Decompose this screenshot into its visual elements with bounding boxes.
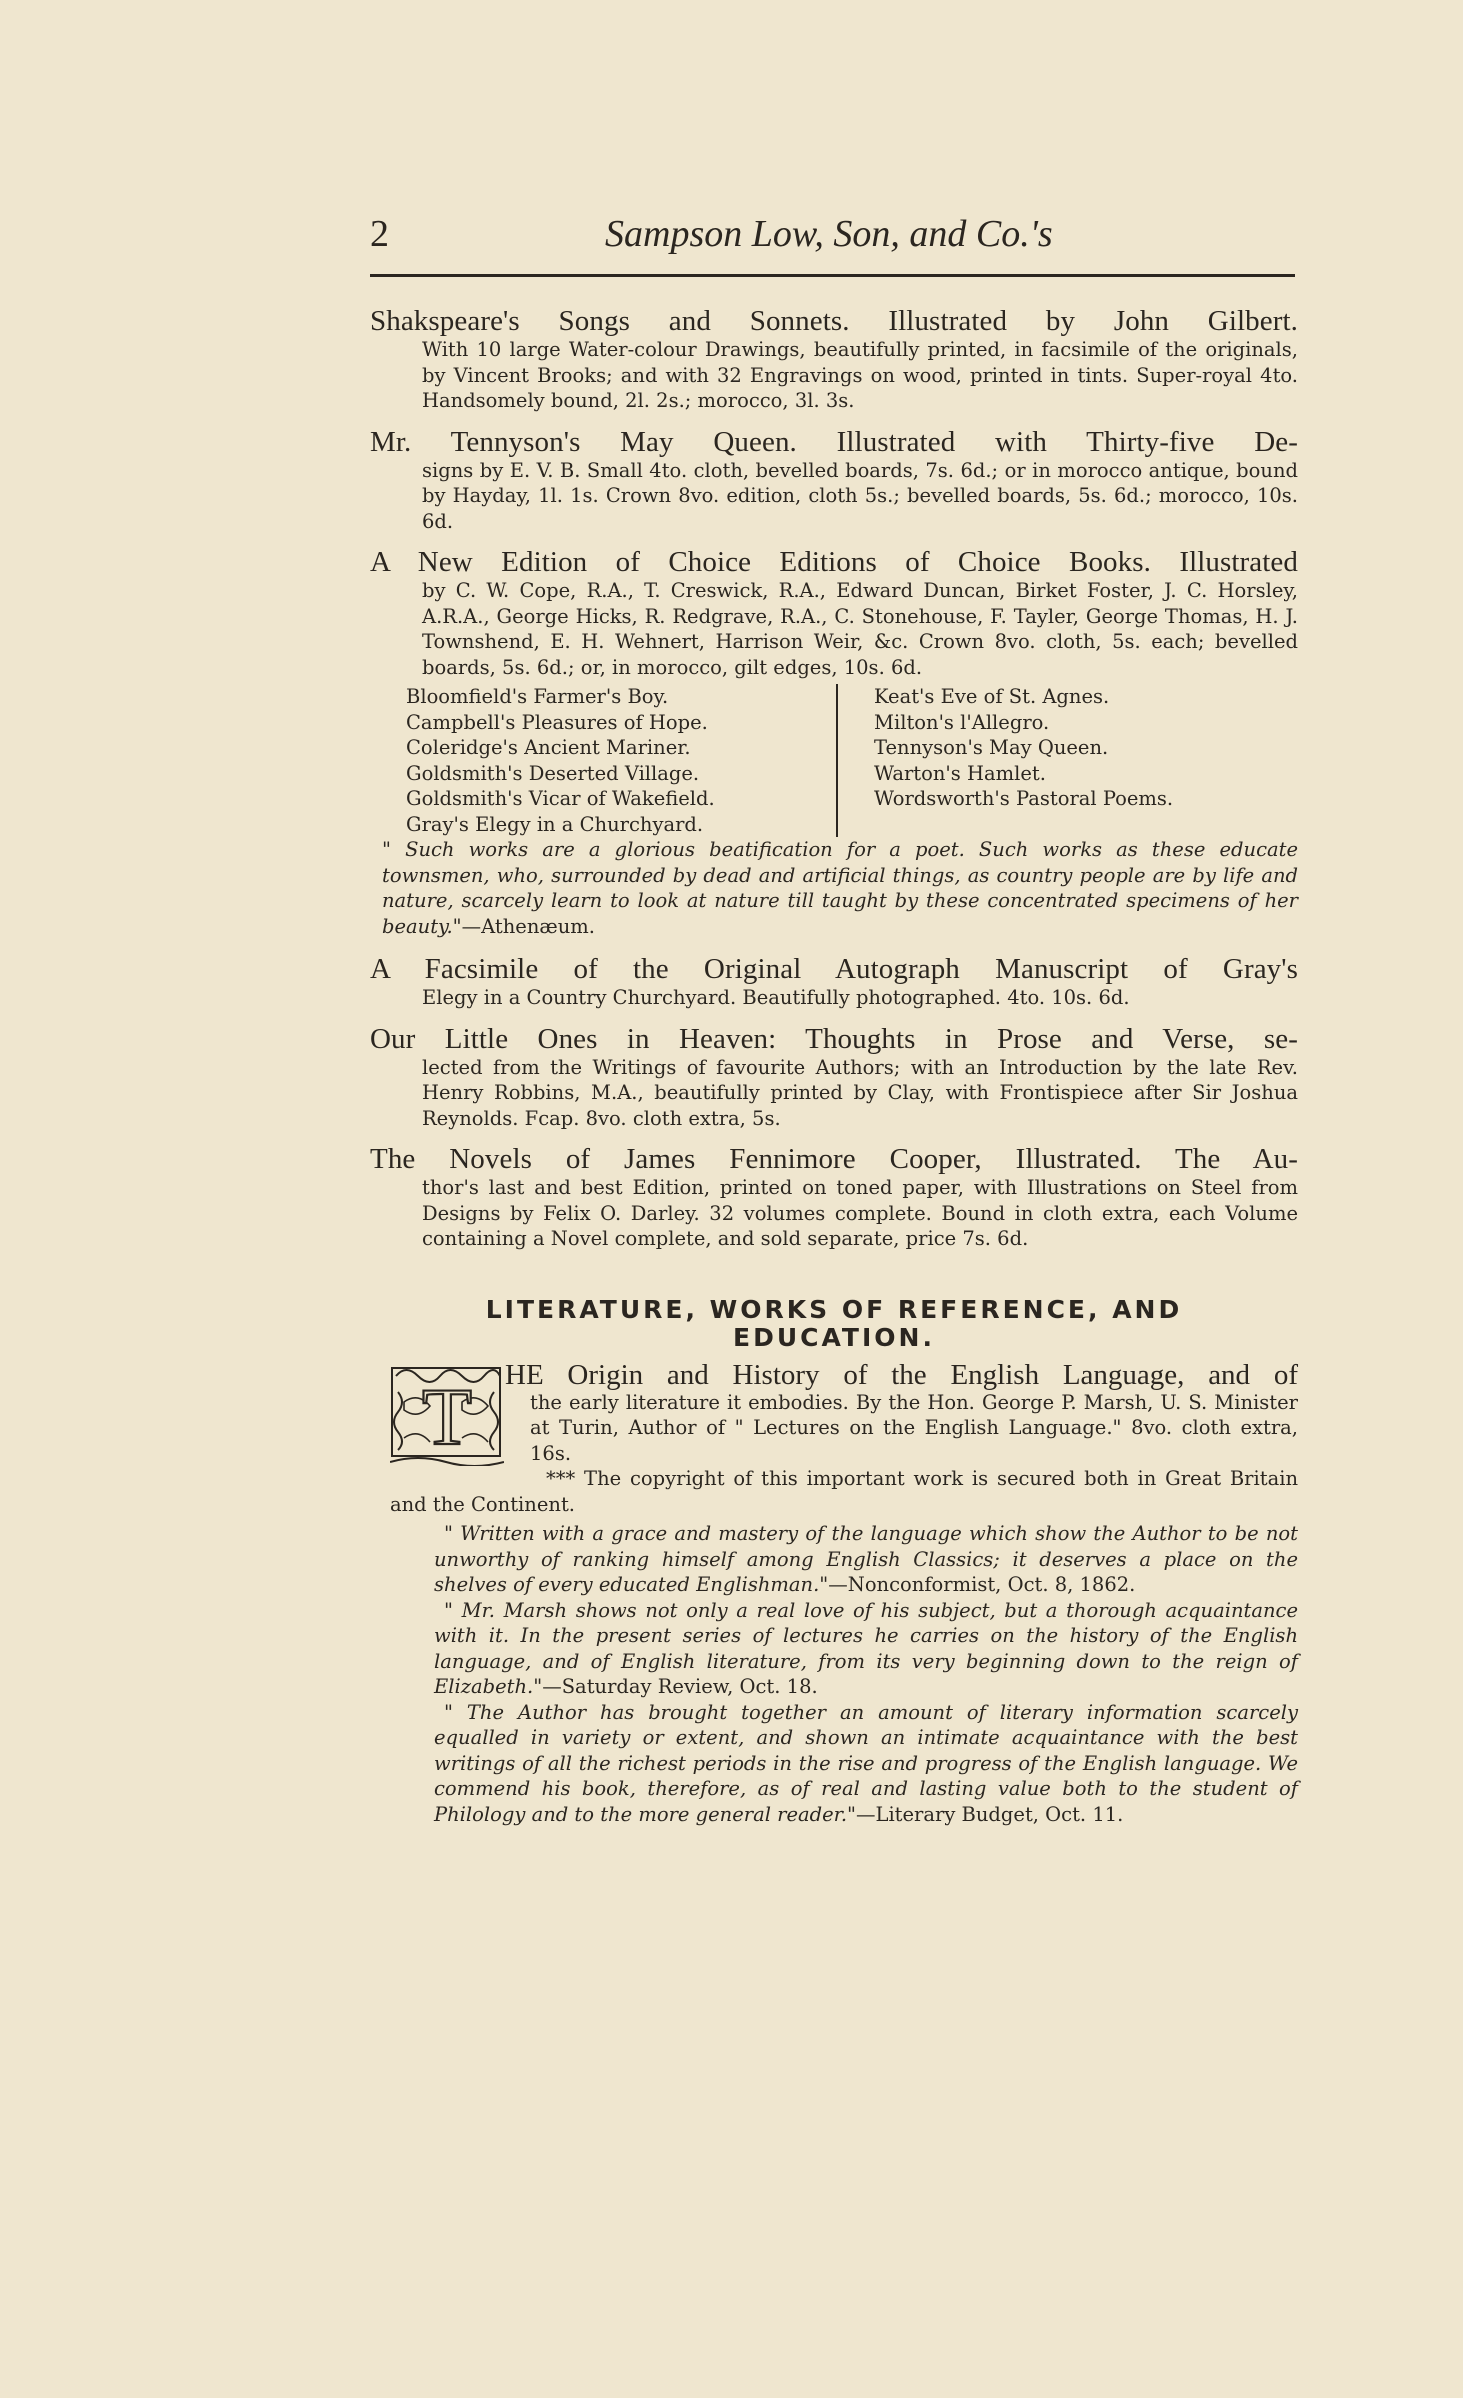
section-heading-line: LITERATURE, WORKS OF REFERENCE, AND bbox=[485, 1294, 1183, 1324]
quote-source: —Athenæum. bbox=[461, 914, 595, 938]
choice-books-list bbox=[406, 684, 1298, 837]
athenaeum-quote bbox=[382, 837, 1298, 939]
header-rule bbox=[370, 274, 1295, 277]
list-item: Gray's Elegy in a Churchyard. bbox=[406, 812, 704, 836]
section-heading bbox=[370, 1296, 1298, 1352]
running-head bbox=[370, 212, 1300, 268]
entry-body: lected from the Writings of favourite Authors; with an Introduction by the late Rev. Henry Robbins, M.A., beautifully printed by Clay, with Frontispiece after Sir Joshua Reynolds. Fcap. 8vo. cloth extra, 5s. bbox=[422, 1055, 1298, 1130]
entry-body: Elegy in a Country Churchyard. Beautifully photographed. 4to. 10s. 6d. bbox=[422, 986, 1130, 1009]
quote-text: " Such works are a glorious beatification for a poet. Such works as these educate townsmen, who, surrounded by dead and artificial things, as country people are by life and nature, scarcely learn to look at nature till taught by these concentrated specimens of her beauty." bbox=[382, 838, 1298, 938]
entry-title: Shakspeare's Songs and Sonnets. Illustrated by John Gilbert. bbox=[370, 305, 1298, 337]
review-quote bbox=[434, 1700, 1298, 1828]
entry-title: Mr. Tennyson's May Queen. Illustrated with Thirty-five De- bbox=[370, 425, 1298, 458]
dropcap-letter: T bbox=[421, 1370, 473, 1462]
list-item: Keat's Eve of St. Agnes. bbox=[874, 685, 1110, 708]
page-number: 2 bbox=[370, 213, 389, 255]
review-quotes bbox=[434, 1521, 1298, 1827]
running-title: Sampson Low, Son, and Co.'s bbox=[605, 213, 1053, 255]
review-source: —Literary Budget, Oct. 11. bbox=[856, 1802, 1124, 1826]
review-quote bbox=[434, 1598, 1298, 1700]
entry-title: HE Origin and History of the English Language, and of bbox=[505, 1358, 1298, 1391]
entry-body: thor's last and best Edition, printed on toned paper, with Illustrations on Steel from Designs by Felix O. Darley. 32 volumes complete. Bound in cloth extra, each Volume containing a Novel complete, and sold separate, price 7s. 6d. bbox=[422, 1176, 1298, 1250]
list-item: Warton's Hamlet. bbox=[874, 761, 1046, 785]
list-item: Wordsworth's Pastoral Poems. bbox=[874, 787, 1174, 810]
entry-title: A New Edition of Choice Editions of Choice Books. Illustrated bbox=[370, 546, 1298, 578]
entry-shakspeare-songs bbox=[370, 305, 1298, 414]
review-quote bbox=[434, 1521, 1298, 1598]
entry-gray-facsimile bbox=[370, 953, 1298, 1011]
entry-may-queen bbox=[370, 426, 1298, 535]
entry-choice-editions bbox=[370, 546, 1298, 680]
entry-body: the early literature it embodies. By the Hon. George P. Marsh, U. S. Minister at Turin, Author of " Lectures on the English Language." 8vo. cloth extra, 16s. bbox=[530, 1390, 1298, 1465]
page-content bbox=[370, 305, 1298, 1827]
review-source: —Saturday Review, Oct. 18. bbox=[542, 1675, 818, 1698]
entry-body: With 10 large Water-colour Drawings, beautifully printed, in facsimile of the originals, by Vincent Brooks; and with 32 Engravings on wood, printed in tints. Super-royal 4to. Handsomely bound, 2l. 2s.; morocco, 3l. 3s. bbox=[422, 338, 1298, 412]
section-heading-line: EDUCATION. bbox=[733, 1322, 935, 1352]
list-item: Coleridge's Ancient Mariner. bbox=[406, 736, 691, 759]
review-source: —Nonconformist, Oct. 8, 1862. bbox=[828, 1573, 1136, 1596]
choice-books-left-column bbox=[406, 684, 838, 837]
entry-body: by C. W. Cope, R.A., T. Creswick, R.A., Edward Duncan, Birket Foster, J. C. Horsley, A.R.A., George Hicks, R. Redgrave, R.A., C. Stonehouse, F. Tayler, George Thomas, H. J. Townshend, E. H. Wehnert, Harrison Weir, &c. Crown 8vo. cloth, 5s. each; bevelled boards, 5s. 6d.; or, in morocco, gilt edges, 10s. 6d. bbox=[422, 579, 1298, 679]
review-text: " Mr. Marsh shows not only a real love of his subject, but a thorough acquaintance with it. In the present series of lectures he carries on the history of the English language, and of English literature, from its very beginning down to the reign of Elizabeth." bbox=[434, 1598, 1298, 1698]
entry-body: signs by E. V. B. Small 4to. cloth, bevelled boards, 7s. 6d.; or in morocco antique, bound by Hayday, 1l. 1s. Crown 8vo. edition, cloth 5s.; bevelled boards, 5s. 6d.; morocco, 10s. 6d. bbox=[422, 458, 1298, 533]
list-item: Campbell's Pleasures of Hope. bbox=[406, 710, 708, 734]
copyright-note: *** The copyright of this important work is secured both in Great Britain and the Continent. bbox=[390, 1467, 1298, 1516]
entry-title: The Novels of James Fennimore Cooper, Illustrated. The Au- bbox=[370, 1143, 1298, 1175]
review-text: " The Author has brought together an amount of literary information scarcely equalled in variety or extent, and shown an intimate acquaintance with the best writings of all the richest periods in the rise and progress of the English language. We commend his book, therefore, as of real and lasting value both to the student of Philology and to the more general reader." bbox=[434, 1700, 1298, 1826]
list-item: Goldsmith's Deserted Village. bbox=[406, 761, 700, 785]
entry-little-ones bbox=[370, 1023, 1298, 1132]
review-text: " Written with a grace and mastery of the language which show the Author to be not unworthy of ranking himself among English Classics; it deserves a place on the shelves of every educated Englishman." bbox=[434, 1522, 1298, 1596]
ornamental-dropcap-icon bbox=[390, 1362, 504, 1466]
list-item: Milton's l'Allegro. bbox=[874, 710, 1050, 734]
list-item: Goldsmith's Vicar of Wakefield. bbox=[406, 787, 715, 810]
entry-title: Our Little Ones in Heaven: Thoughts in Prose and Verse, se- bbox=[370, 1022, 1298, 1055]
list-item: Bloomfield's Farmer's Boy. bbox=[406, 685, 669, 708]
choice-books-right-column bbox=[838, 684, 1173, 837]
entry-origin-english bbox=[390, 1360, 1298, 1467]
list-item: Tennyson's May Queen. bbox=[874, 736, 1109, 759]
entry-cooper-novels bbox=[370, 1143, 1298, 1252]
entry-title: A Facsimile of the Original Autograph Manuscript of Gray's bbox=[370, 953, 1298, 985]
